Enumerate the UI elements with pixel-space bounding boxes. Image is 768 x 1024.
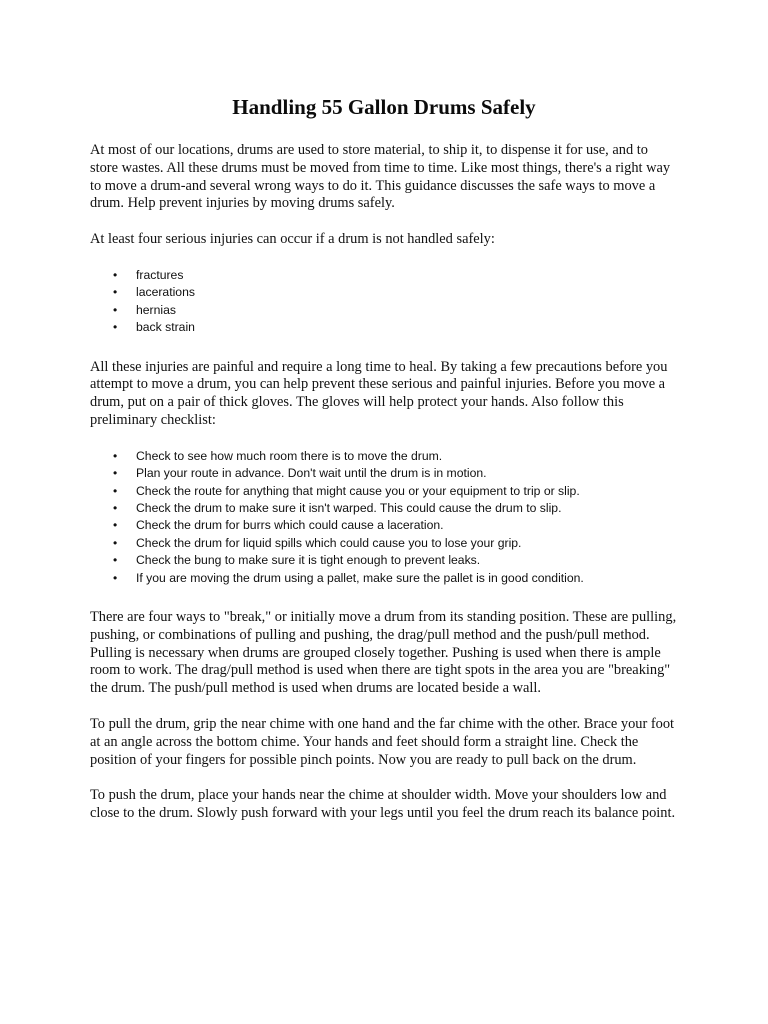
list-item: • Check the route for anything that might cause you or your equipment to trip or slip. [136,483,678,500]
document-title: Handling 55 Gallon Drums Safely [232,95,536,119]
injuries-list [90,267,678,337]
list-item: • Check the bung to make sure it is tight enough to prevent leaks. [136,552,678,569]
checklist [90,448,678,587]
list-item: • lacerations [136,284,678,301]
precautions-paragraph: All these injuries are painful and require a long time to heal. By taking a few precautions before you attempt to move a drum, you can help prevent these serious and painful injuries. Before you move a drum, put on a pair of thick gloves. The gloves will help protect your hands. Also follow this preliminary checklist: [90,358,668,428]
push-drum-paragraph: To push the drum, place your hands near the chime at shoulder width. Move your shoulders low and close to the drum. Slowly push forward with your legs until you feel the drum reach its balance point. [90,787,676,822]
list-item: • back strain [136,319,678,336]
intro-paragraph: At most of our locations, drums are used to store material, to ship it, to dispense it for use, and to store wastes. All these drums must be moved from time to time. Like most things, there's a right way to move a drum-and several wrong ways to do it. This guidance discusses the safe ways to move a drum. Help prevent injuries by moving drums safely. [90,142,671,212]
list-item: • Check the drum for liquid spills which could cause you to lose your grip. [136,535,678,552]
list-item: • Check to see how much room there is to move the drum. [136,448,678,465]
pull-drum-paragraph: To pull the drum, grip the near chime with one hand and the far chime with the other. Brace your foot at an angle across the bottom chime. Your hands and feet should form a straight line. Check the position of your fingers for possible pinch points. Now you are ready to pull back on the drum. [90,716,675,768]
break-methods-paragraph: There are four ways to "break," or initially move a drum from its standing position. These are pulling, pushing, or combinations of pulling and pushing, the drag/pull method and the push/pull method. Pulling is necessary when drums are grouped closely together. Pushing is used when there is ample room to work. The drag/pull method is used when there are tight spots in the area you are "breaking" the drum. The push/pull method is used when drums are located beside a wall. [90,609,677,697]
list-item: • hernias [136,302,678,319]
injuries-lead-paragraph: At least four serious injuries can occur if a drum is not handled safely: [90,231,495,248]
list-item: • fractures [136,267,678,284]
list-item: • Check the drum for burrs which could cause a laceration. [136,517,678,534]
list-item: • Check the drum to make sure it isn't warped. This could cause the drum to slip. [136,500,678,517]
list-item: • If you are moving the drum using a pallet, make sure the pallet is in good condition. [136,570,678,587]
list-item: • Plan your route in advance. Don't wait until the drum is in motion. [136,465,678,482]
